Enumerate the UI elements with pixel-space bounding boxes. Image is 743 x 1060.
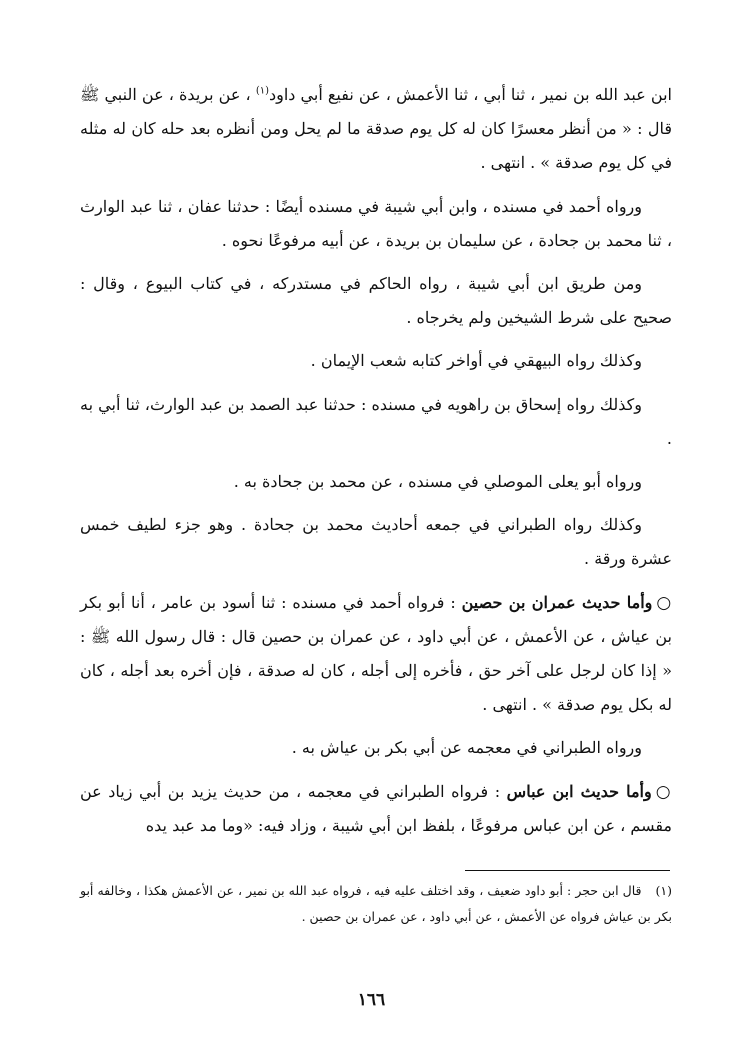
footnote-text: قال ابن حجر : أبو داود ضعيف ، وقد اختلف عليه فيه ، فرواه عبد الله بن نمير ، عن الأعمش هكذا ، وخالفه أبو بكر بن عياش فرواه عن الأعمش ، عن أبي داود ، عن عمران بن حصين . [80, 883, 672, 924]
paragraph-7: وكذلك رواه الطبراني في جمعه أحاديث محمد بن جحادة . وهو جزء لطيف خمس عشرة ورقة . [80, 515, 672, 569]
paragraph-1-text: ابن عبد الله بن نمير ، ثنا أبي ، ثنا الأعمش ، عن نفيع أبي داود [269, 85, 672, 104]
circle-bullet-icon: ○ [655, 781, 673, 802]
section-ibn-abbas-text: : فرواه الطبراني في معجمه ، من حديث يزيد بن أبي زياد عن مقسم ، عن ابن عباس مرفوعًا ، بلفظ ابن أبي شيبة ، وزاد فيه: «وما مد عبد يده [80, 781, 672, 835]
footnote-number: (١) [655, 883, 672, 898]
footnote-divider [465, 870, 670, 871]
section-imran-heading: وأما حديث عمران بن حصين [461, 592, 653, 612]
footnote-marker[interactable]: (١) [255, 85, 269, 97]
section-ibn-abbas [80, 775, 672, 843]
paragraph-6: ورواه أبو يعلى الموصلي في مسنده ، عن محمد بن جحادة به . [233, 472, 642, 492]
section-ibn-abbas-heading: وأما حديث ابن عباس [506, 781, 652, 801]
page-number: ١٦٦ [357, 990, 386, 1010]
section-imran [80, 586, 672, 723]
paragraph-5: وكذلك رواه إسحاق بن راهويه في مسنده : حدثنا عبد الصمد بن عبد الوارث، ثنا أبي به . [80, 394, 672, 448]
paragraph-1 [80, 78, 672, 181]
paragraph-imran-tabarani: ورواه الطبراني في معجمه عن أبي بكر بن عياش به . [291, 738, 642, 758]
paragraph-3: ومن طريق ابن أبي شيبة ، رواه الحاكم في مستدركه ، في كتاب البيوع ، وقال : صحيح على شرط الشيخين ولم يخرجاه . [80, 274, 672, 328]
footnote [80, 878, 672, 930]
paragraph-1-tail: ، عن بريدة ، عن النبي ﷺ قال : « من أنظر معسرًا كان له كل يوم صدقة ما لم يحل ومن أنظره بعد حله كان له مثله في كل يوم صدقة » . انتهى . [80, 85, 672, 173]
main-text [80, 78, 672, 852]
paragraph-2: ورواه أحمد في مسنده ، وابن أبي شيبة في مسنده أيضًا : حدثنا عفان ، ثنا عبد الوارث ، ثنا محمد بن جحادة ، عن سليمان بن بريدة ، عن أبيه مرفوعًا نحوه . [80, 196, 672, 250]
circle-bullet-icon: ○ [656, 592, 673, 613]
paragraph-4: وكذلك رواه البيهقي في أواخر كتابه شعب الإيمان . [310, 351, 642, 371]
section-imran-text: : فرواه أحمد في مسنده : ثنا أسود بن عامر ، أنا أبو بكر بن عياش ، عن الأعمش ، عن أبي داود ، عن عمران بن حصين قال : قال رسول الله ﷺ : « إذا كان لرجل على آخر حق ، فأخره إلى أجله ، كان له صدقة ، فإن أخره بعد أجله ، كان له بكل يوم صدقة » . انتهى . [80, 592, 673, 715]
